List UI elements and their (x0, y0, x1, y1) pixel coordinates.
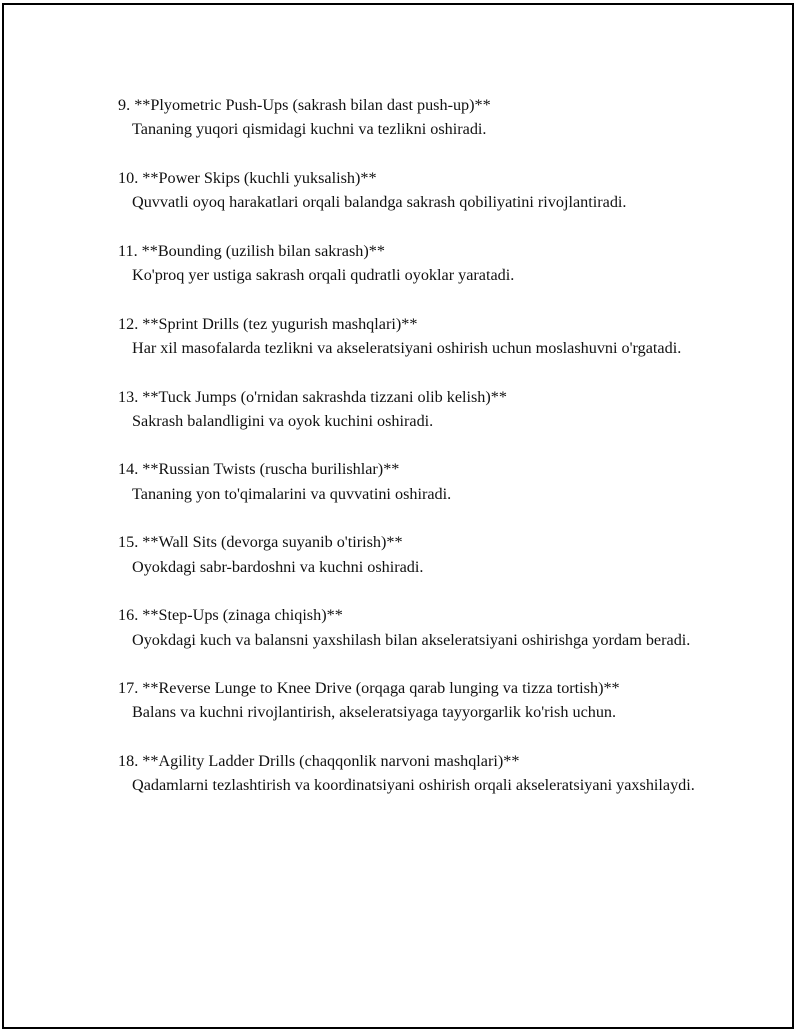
item-title: 11. **Bounding (uzilish bilan sakrash)** (118, 241, 385, 260)
list-item (118, 676, 698, 725)
list-item (118, 93, 698, 142)
item-description: Quvvatli oyoq harakatlari orqali balandga sakrash qobiliyatini rivojlantiradi. (132, 193, 627, 212)
item-description: Qadamlarni tezlashtirish va koordinatsiyani oshirish orqali akseleratsiyani yaxshilaydi. (132, 776, 695, 795)
item-description: Balans va kuchni rivojlantirish, akseleratsiyaga tayyorgarlik ko'rish uchun. (132, 703, 617, 722)
item-description: Tananing yon to'qimalarini va quvvatini oshiradi. (132, 484, 452, 503)
list-item (118, 166, 698, 215)
item-title: 13. **Tuck Jumps (o'rnidan sakrashda tizzani olib kelish)** (118, 387, 507, 406)
item-description: Sakrash balandligini va oyok kuchini oshiradi. (132, 411, 434, 430)
item-description: Tananing yuqori qismidagi kuchni va tezlikni oshiradi. (132, 120, 487, 139)
document-body (118, 93, 698, 822)
list-item (118, 749, 698, 798)
list-item (118, 312, 698, 361)
item-title: 10. **Power Skips (kuchli yuksalish)** (118, 168, 377, 187)
item-title: 16. **Step-Ups (zinaga chiqish)** (118, 606, 343, 625)
item-title: 14. **Russian Twists (ruscha burilishlar)** (118, 460, 400, 479)
item-description: Ko'proq yer ustiga sakrash orqali qudratli oyoklar yaratadi. (132, 266, 515, 285)
item-title: 9. **Plyometric Push-Ups (sakrash bilan dast push-up)** (118, 96, 491, 114)
list-item (118, 603, 698, 652)
item-title: 12. **Sprint Drills (tez yugurish mashqlari)** (118, 314, 418, 333)
item-title: 17. **Reverse Lunge to Knee Drive (orqaga qarab lunging va tizza tortish)** (118, 679, 620, 698)
item-description: Har xil masofalarda tezlikni va akseleratsiyani oshirish uchun moslashuvni o'rgatadi. (132, 338, 682, 357)
list-item (118, 530, 698, 579)
list-item (118, 239, 698, 288)
item-title: 15. **Wall Sits (devorga suyanib o'tirish)** (118, 533, 403, 552)
list-item (118, 385, 698, 434)
item-title: 18. **Agility Ladder Drills (chaqqonlik narvoni mashqlari)** (118, 752, 520, 771)
item-description: Oyokdagi sabr-bardoshni va kuchni oshiradi. (132, 557, 424, 576)
list-item (118, 457, 698, 506)
item-description: Oyokdagi kuch va balansni yaxshilash bilan akseleratsiyani oshirishga yordam beradi. (132, 630, 691, 649)
